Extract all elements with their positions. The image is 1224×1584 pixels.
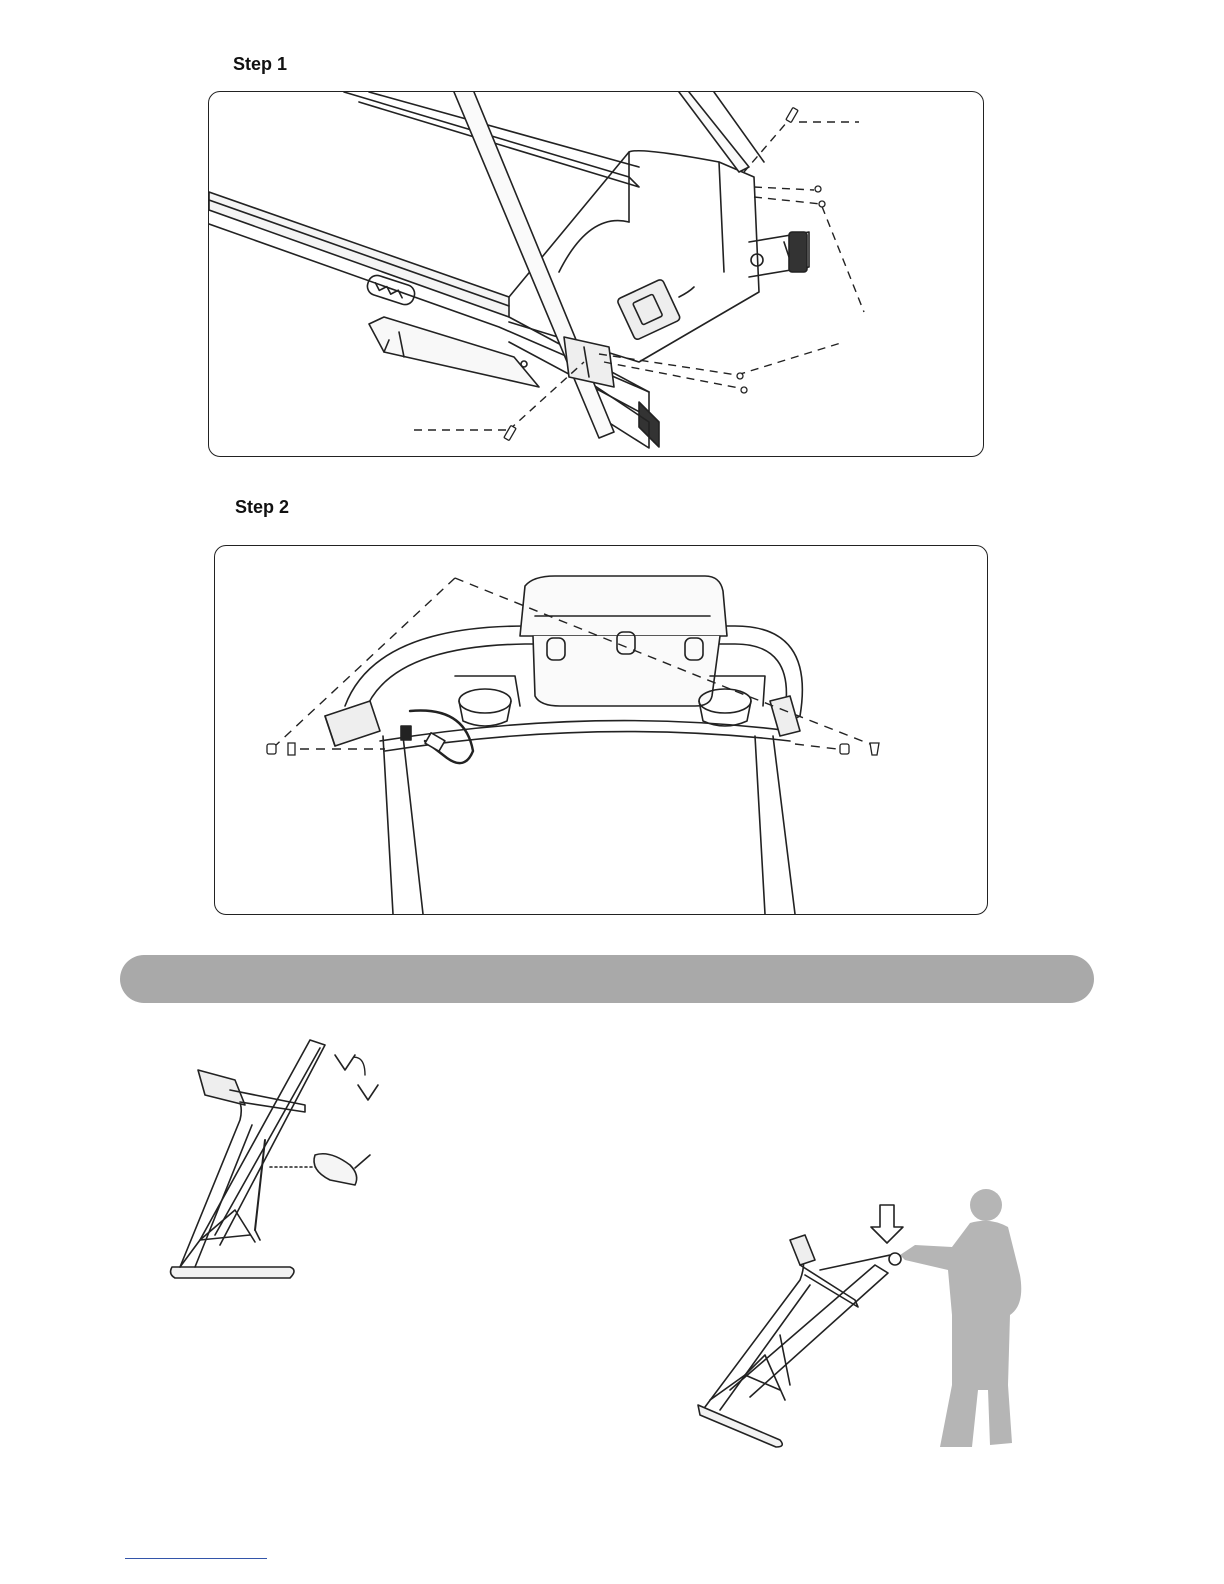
person-moving-treadmill-diagram-icon [690, 1185, 1040, 1455]
step-1-label: Step 1 [233, 54, 288, 74]
move-diagram [690, 1185, 1040, 1460]
section-heading-bar [120, 955, 1094, 1003]
person-silhouette-icon [900, 1189, 1021, 1447]
step-2-label: Step 2 [235, 497, 290, 517]
treadmill-upright-bolts-diagram-icon [209, 92, 983, 456]
fold-diagram [160, 1030, 390, 1295]
step-1-diagram-panel [208, 91, 984, 457]
step-2-diagram-panel [214, 545, 988, 915]
footer-link-underline [125, 1558, 267, 1559]
console-mount-bolts-diagram-icon [215, 546, 987, 914]
treadmill-folding-diagram-icon [160, 1030, 390, 1290]
